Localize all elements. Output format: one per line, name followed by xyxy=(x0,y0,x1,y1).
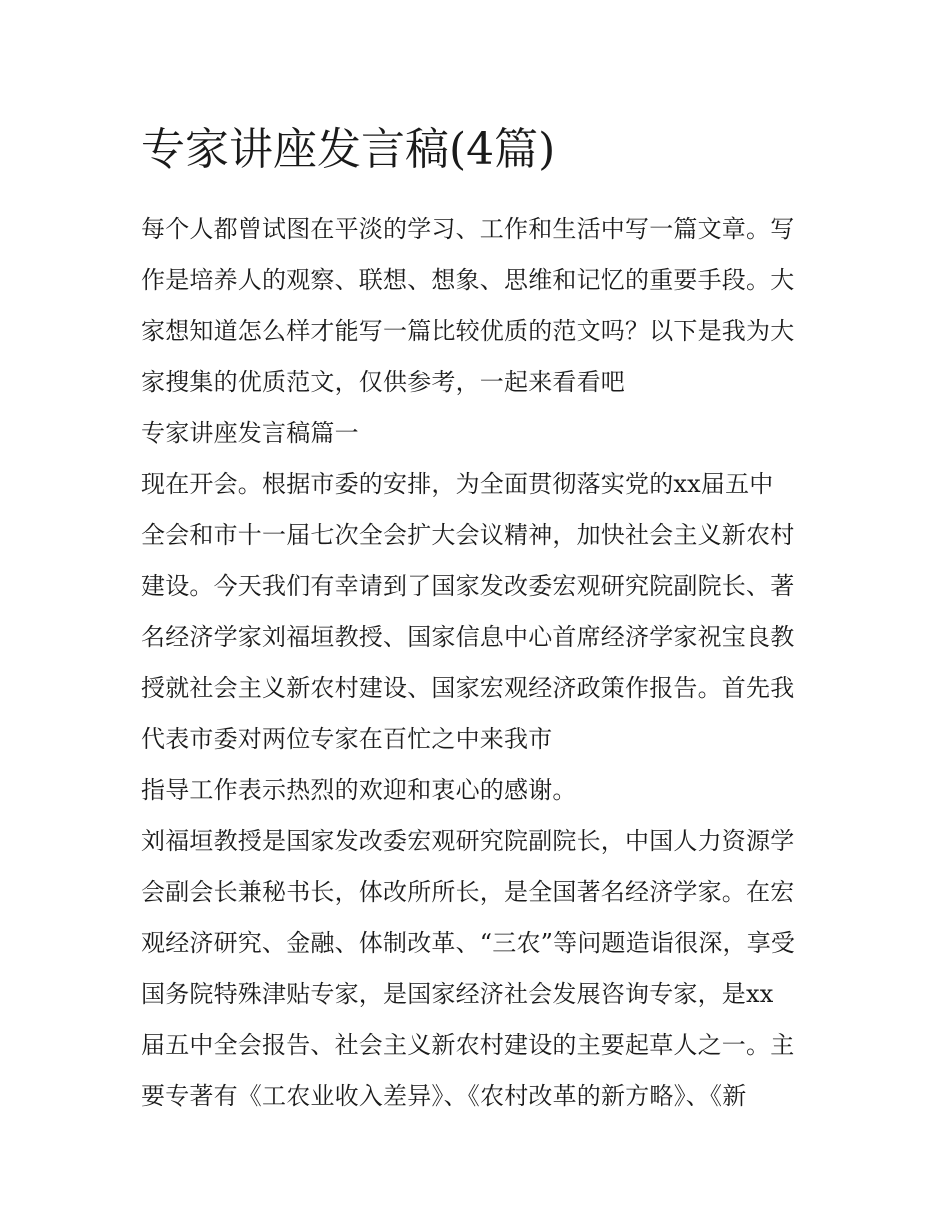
paragraph-line: 家搜集的优质范文，仅供参考，一起来看看吧 xyxy=(141,368,625,396)
section-heading: 专家讲座发言稿篇一 xyxy=(141,419,359,447)
paragraph-line: 会副会长兼秘书长，体改所所长，是全国著名经济学家。在宏 xyxy=(141,878,795,906)
document-title: 专家讲座发言稿(4篇) xyxy=(141,124,556,175)
paragraph-line: 建设。今天我们有幸请到了国家发改委宏观研究院副院长、著 xyxy=(141,572,795,600)
paragraph-line: 代表市委对两位专家在百忙之中来我市 xyxy=(141,725,553,753)
paragraph-line: 国务院特殊津贴专家，是国家经济社会发展咨询专家，是xx xyxy=(141,980,774,1008)
paragraph-line: 家想知道怎么样才能写一篇比较优质的范文吗？以下是我为大 xyxy=(141,317,795,345)
paragraph-line: 授就社会主义新农村建设、国家宏观经济政策作报告。首先我 xyxy=(141,674,795,702)
paragraph-line: 指导工作表示热烈的欢迎和衷心的感谢。 xyxy=(141,776,577,804)
document-body xyxy=(141,204,813,1122)
paragraph-line: 名经济学家刘福垣教授、国家信息中心首席经济学家祝宝良教 xyxy=(141,623,795,651)
paragraph-line: 全会和市十一届七次全会扩大会议精神，加快社会主义新农村 xyxy=(141,521,795,549)
paragraph-line: 现在开会。根据市委的安排，为全面贯彻落实党的xx届五中 xyxy=(141,470,774,498)
paragraph-line: 每个人都曾试图在平淡的学习、工作和生活中写一篇文章。写 xyxy=(141,215,795,243)
paragraph-line: 作是培养人的观察、联想、想象、思维和记忆的重要手段。大 xyxy=(141,266,795,294)
paragraph-line: 要专著有《工农业收入差异》、《农村改革的新方略》、《新 xyxy=(141,1082,747,1110)
document-page xyxy=(141,118,813,1122)
paragraph-line: 观经济研究、金融、体制改革、“三农”等问题造诣很深，享受 xyxy=(141,929,796,957)
paragraph-line: 刘福垣教授是国家发改委宏观研究院副院长，中国人力资源学 xyxy=(141,827,795,855)
paragraph-line: 届五中全会报告、社会主义新农村建设的主要起草人之一。主 xyxy=(141,1031,795,1059)
